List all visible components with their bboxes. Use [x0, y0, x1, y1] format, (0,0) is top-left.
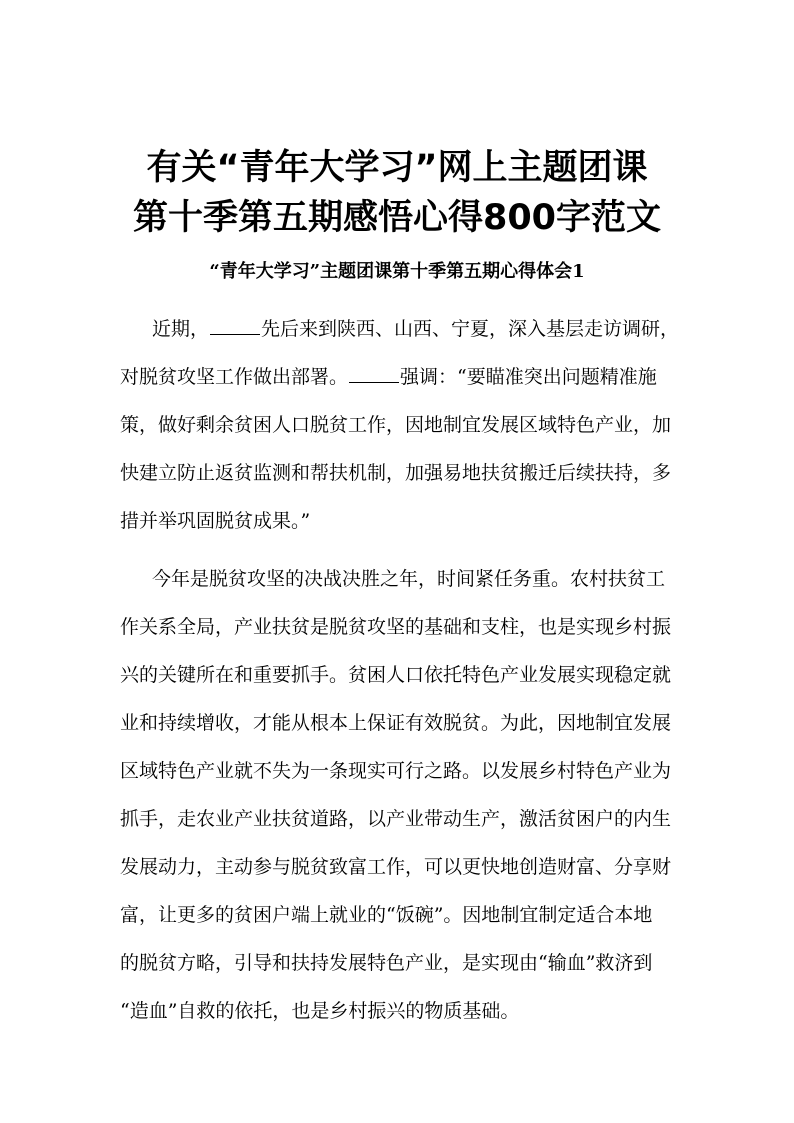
blank-underline: [210, 316, 260, 335]
paragraph-1-line-2-start: 对脱贫攻坚工作做出部署。: [120, 366, 349, 388]
paragraph-1-line-2: [120, 362, 657, 392]
paragraph-1-line-4: 快建立防止返贫监测和帮扶机制，加强易地扶贫搬迁后续扶持，多: [120, 462, 672, 484]
paragraph-2-line-3: 兴的关键所在和重要抓手。贫困人口依托特色产业发展实现稳定就: [120, 664, 672, 686]
paragraph-2-line-2: 作关系全局，产业扶贫是脱贫攻坚的基础和支柱，也是实现乡村振: [120, 616, 672, 638]
paragraph-2-line-4: 业和持续增收，才能从根本上保证有效脱贫。为此，因地制宜发展: [120, 712, 672, 734]
document-title-line-1: 有关“青年大学习”网上主题团课: [146, 148, 648, 188]
paragraph-1-line-1-start: 近期，: [152, 318, 210, 340]
paragraph-2-line-6: 抓手，走农业产业扶贫道路，以产业带动生产，激活贫困户的内生: [120, 808, 672, 830]
paragraph-1-line-5: 措并举巩固脱贫成果。”: [120, 510, 311, 532]
paragraph-1-line-1: [152, 314, 679, 344]
paragraph-1-line-3: 策，做好剩余贫困人口脱贫工作，因地制宜发展区域特色产业，加: [120, 414, 672, 436]
paragraph-1-line-2-end: 强调：“要瞄准突出问题精准施: [400, 366, 657, 388]
paragraph-2-line-10: “造血”自救的依托，也是乡村振兴的物质基础。: [120, 1000, 520, 1022]
document-subtitle: “青年大学习”主题团课第十季第五期心得体会1: [209, 261, 585, 282]
paragraph-1-line-1-end: 先后来到陕西、山西、宁夏，深入基层走访调研，: [261, 318, 680, 340]
paragraph-2-line-7: 发展动力，主动参与脱贫致富工作，可以更快地创造财富、分享财: [120, 856, 672, 878]
blank-underline: [349, 364, 399, 383]
paragraph-2-line-8: 富，让更多的贫困户端上就业的“饭碗”。因地制宜制定适合本地: [120, 904, 653, 926]
paragraph-2-line-5: 区域特色产业就不失为一条现实可行之路。以发展乡村特色产业为: [120, 760, 672, 782]
document-title-line-2: 第十季第五期感悟心得800字范文: [132, 198, 662, 238]
paragraph-2-line-1: 今年是脱贫攻坚的决战决胜之年，时间紧任务重。农村扶贫工: [152, 568, 666, 590]
paragraph-2-line-9: 的脱贫方略，引导和扶持发展特色产业，是实现由“输血”救济到: [120, 952, 653, 974]
